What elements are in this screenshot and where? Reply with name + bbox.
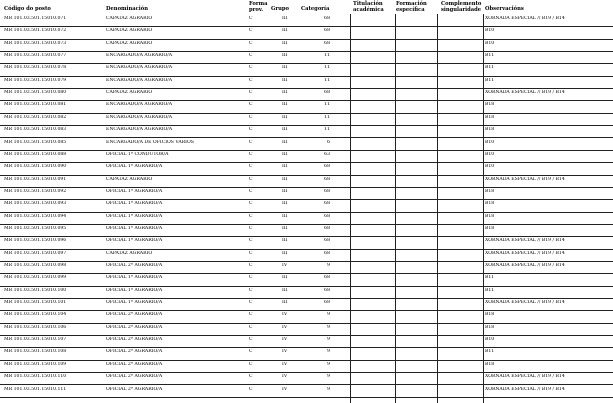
cell-grupo: III	[282, 275, 288, 281]
cell-categoria: 68	[324, 201, 330, 207]
table-row	[0, 162, 613, 175]
cell-observacions: XORNADA ESPECIAL // B19 / B14	[485, 386, 565, 392]
table-row	[0, 100, 613, 113]
cell-code: MR 101.03.501.15010.101	[4, 300, 67, 306]
cell-grupo: IV	[282, 361, 288, 367]
table-row	[0, 385, 613, 398]
cell-grupo: III	[282, 53, 288, 59]
cell-observacions: XORNADA ESPECIAL // B19 / B14	[485, 374, 565, 380]
cell-observacions: B18	[485, 114, 495, 120]
cell-forma: C	[249, 250, 253, 256]
cell-observacions: B10	[485, 337, 495, 343]
cell-forma: C	[249, 287, 253, 293]
cell-categoria: 63	[324, 151, 330, 157]
cell-categoria: 68	[324, 225, 330, 231]
header-titulacion-line1: Titulación	[353, 1, 383, 7]
cell-grupo: III	[282, 225, 288, 231]
cell-grupo: IV	[282, 349, 288, 355]
cell-code: MR 101.03.501.15010.110	[4, 374, 67, 380]
cell-grupo: III	[282, 164, 288, 170]
cell-denominacion: ENCARGADO/A DE OFICIOS VARIOS	[106, 139, 194, 145]
cell-denominacion: ENCARGADO/A AGRARIO/A	[106, 102, 173, 108]
cell-code: MR 101.03.501.15010.072	[4, 28, 67, 34]
cell-grupo: IV	[282, 263, 288, 268]
cell-denominacion: OFICIAL 1ª AGRARIO/A	[106, 225, 163, 231]
cell-denominacion: OFICIAL 2ª AGRARIO/A	[106, 263, 163, 268]
cell-grupo: III	[282, 287, 288, 293]
cell-forma: C	[249, 16, 253, 21]
cell-observacions: XORNADA ESPECIAL // B19 / B14	[485, 16, 565, 21]
cell-categoria: 68	[324, 90, 330, 96]
cell-forma: C	[249, 127, 253, 133]
cell-categoria: 11	[324, 114, 330, 120]
table-row	[0, 175, 613, 188]
cell-code: MR 101.03.501.15010.091	[4, 176, 67, 182]
cell-categoria: 9	[327, 337, 330, 343]
cell-forma: C	[249, 337, 253, 343]
table-row	[0, 51, 613, 64]
cell-grupo: IV	[282, 312, 288, 318]
header-complemento-line2: singularidade	[441, 7, 482, 13]
cell-denominacion: ENCARGADO/A AGRARIO/A	[106, 127, 173, 133]
cell-categoria: 68	[324, 250, 330, 256]
cell-grupo: III	[282, 250, 288, 256]
cell-observacions: XORNADA ESPECIAL // B19 / B14	[485, 90, 565, 96]
table-row	[0, 63, 613, 76]
table-row	[0, 150, 613, 163]
cell-grupo: IV	[282, 324, 288, 330]
cell-forma: C	[249, 213, 253, 219]
table-row	[0, 372, 613, 385]
cell-denominacion: OFICIAL 1ª AGRARIO/A	[106, 213, 163, 219]
cell-categoria: 9	[327, 312, 330, 318]
cell-denominacion: OFICIAL 2ª AGRARIO/A	[106, 312, 163, 318]
cell-grupo: III	[282, 176, 288, 182]
cell-observacions: B11	[485, 349, 495, 355]
cell-denominacion: OFICIAL 1ª AGRARIO/A	[106, 188, 163, 194]
cell-observacions: B10	[485, 28, 495, 34]
cell-grupo: III	[282, 90, 288, 96]
cell-denominacion: CAPATAZ AGRARIO	[106, 28, 153, 34]
cell-forma: C	[249, 114, 253, 120]
table-row	[0, 212, 613, 225]
cell-code: MR 101.03.501.15010.088	[4, 151, 67, 157]
table-row	[0, 310, 613, 323]
header-formacion-line1: Formación	[396, 1, 427, 7]
cell-code: MR 101.03.501.15010.097	[4, 250, 67, 256]
cell-observacions: B10	[485, 164, 495, 170]
cell-grupo: III	[282, 77, 288, 83]
cell-denominacion: CAPATAZ AGRARIO	[106, 16, 153, 21]
cell-categoria: 6	[327, 139, 330, 145]
cell-grupo: III	[282, 213, 288, 219]
cell-denominacion: ENCARGADO/A AGRARIO/A	[106, 53, 173, 59]
cell-observacions: XORNADA ESPECIAL // B19 / B14	[485, 263, 565, 268]
cell-grupo: IV	[282, 374, 288, 380]
cell-observacions: B18	[485, 201, 495, 207]
table-row	[0, 286, 613, 299]
cell-code: MR 101.03.501.15010.081	[4, 102, 67, 108]
cell-categoria: 11	[324, 53, 330, 59]
cell-observacions: B18	[485, 361, 495, 367]
cell-observacions: B10	[485, 151, 495, 157]
cell-categoria: 68	[324, 238, 330, 244]
cell-denominacion: ENCARGADO/A AGRARIO/A	[106, 114, 173, 120]
table-row	[0, 26, 613, 39]
cell-code: MR 101.03.501.15010.108	[4, 349, 67, 355]
cell-grupo: IV	[282, 386, 288, 392]
cell-observacions: B18	[485, 324, 495, 330]
table-row	[0, 261, 613, 274]
table-row	[0, 360, 613, 373]
cell-observacions: B18	[485, 225, 495, 231]
cell-grupo: III	[282, 201, 288, 207]
cell-categoria: 68	[324, 300, 330, 306]
cell-denominacion: OFICIAL 1ª AGRARIO/A	[106, 238, 163, 244]
cell-grupo: III	[282, 139, 288, 145]
cell-observacions: XORNADA ESPECIAL // B19 / B14	[485, 300, 565, 306]
cell-code: MR 101.03.501.15010.092	[4, 188, 67, 194]
cell-forma: C	[249, 361, 253, 367]
cell-denominacion: OFICIAL 2ª AGRARIO/A	[106, 337, 163, 343]
header-observacions: Observacións	[485, 6, 524, 12]
cell-observacions: B18	[485, 127, 495, 133]
cell-denominacion: OFICIAL 2ª AGRARIO/A	[106, 361, 163, 367]
cell-grupo: III	[282, 16, 288, 21]
cell-forma: C	[249, 90, 253, 96]
cell-code: MR 101.03.501.15010.083	[4, 127, 67, 133]
cell-forma: C	[249, 151, 253, 157]
cell-denominacion: OFICIAL 2ª AGRARIO/A	[106, 374, 163, 380]
cell-denominacion: OFICIAL 2ª AGRARIO/A	[106, 324, 163, 330]
cell-grupo: III	[282, 40, 288, 46]
cell-observacions: B10	[485, 139, 495, 145]
table-row	[0, 335, 613, 348]
cell-denominacion: CAPATAZ AGRARIO	[106, 90, 153, 96]
cell-code: MR 101.03.501.15010.094	[4, 213, 67, 219]
header-titulacion-line2: académica	[353, 7, 384, 13]
cell-code: MR 101.03.501.15010.082	[4, 114, 67, 120]
cell-categoria: 9	[327, 374, 330, 380]
cell-code: MR 101.03.501.15010.104	[4, 312, 67, 318]
cell-observacions: XORNADA ESPECIAL // B19 / B14	[485, 238, 565, 244]
cell-denominacion: OFICIAL 1ª AGRARIO/A	[106, 164, 163, 170]
cell-forma: C	[249, 374, 253, 380]
table-row	[0, 125, 613, 138]
cell-categoria: 9	[327, 386, 330, 392]
table-row	[0, 76, 613, 89]
cell-denominacion: CAPATAZ AGRARIO	[106, 250, 153, 256]
cell-forma: C	[249, 312, 253, 318]
header-complemento-line1: Complemento	[441, 1, 482, 7]
cell-denominacion: OFICIAL 1ª AGRARIO/A	[106, 300, 163, 306]
header-denominacion: Denominación	[106, 6, 148, 12]
cell-categoria: 68	[324, 176, 330, 182]
header-grupo: Grupo	[271, 6, 290, 12]
cell-forma: C	[249, 201, 253, 207]
cell-categoria: 68	[324, 164, 330, 170]
cell-forma: C	[249, 28, 253, 34]
table-row	[0, 249, 613, 262]
table-row	[0, 14, 613, 27]
cell-grupo: III	[282, 300, 288, 306]
cell-denominacion: CAPATAZ AGRARIO	[106, 40, 153, 46]
cell-observacions: B18	[485, 312, 495, 318]
cell-code: MR 101.03.501.15010.100	[4, 287, 67, 293]
cell-code: MR 101.03.501.15010.073	[4, 40, 67, 46]
table-row	[0, 39, 613, 52]
header-codigo: Código do posto	[4, 6, 51, 12]
cell-forma: C	[249, 238, 253, 244]
cell-grupo: IV	[282, 337, 288, 343]
cell-forma: C	[249, 65, 253, 71]
cell-categoria: 9	[327, 349, 330, 355]
table-row	[0, 224, 613, 237]
cell-observacions: XORNADA ESPECIAL // B19 / B14	[485, 250, 565, 256]
cell-denominacion: OFICIAL 2ª AGRARIO/A	[106, 386, 163, 392]
table-row	[0, 323, 613, 336]
table-row	[0, 199, 613, 212]
cell-forma: C	[249, 188, 253, 194]
cell-forma: C	[249, 300, 253, 306]
cell-observacions: B11	[485, 287, 495, 293]
cell-code: MR 101.03.501.15010.077	[4, 53, 67, 59]
table-row	[0, 138, 613, 151]
cell-categoria: 68	[324, 40, 330, 46]
table-row	[0, 113, 613, 126]
cell-forma: C	[249, 77, 253, 83]
header-categoria: Categoría	[301, 6, 330, 12]
cell-code: MR 101.03.501.15010.078	[4, 65, 67, 71]
cell-forma: C	[249, 139, 253, 145]
cell-forma: C	[249, 225, 253, 231]
cell-forma: C	[249, 40, 253, 46]
cell-code: MR 101.03.501.15010.085	[4, 139, 67, 145]
cell-denominacion: OFICIAL 1ª CONDUTOR/A	[106, 151, 169, 157]
cell-grupo: III	[282, 114, 288, 120]
table-row	[0, 187, 613, 200]
cell-code: MR 101.03.501.15010.096	[4, 238, 67, 244]
cell-denominacion: OFICIAL 2ª AGRARIO/A	[106, 349, 163, 355]
cell-code: MR 101.03.501.15010.095	[4, 225, 67, 231]
cell-categoria: 68	[324, 287, 330, 293]
cell-categoria: 11	[324, 65, 330, 71]
cell-denominacion: OFICIAL 1ª AGRARIO/A	[106, 201, 163, 207]
header-forma-line1: Forma	[249, 1, 268, 7]
cell-code: MR 101.03.501.15010.071	[4, 16, 67, 21]
cell-forma: C	[249, 263, 253, 268]
cell-code: MR 101.03.501.15010.111	[4, 386, 67, 392]
cell-observacions: XORNADA ESPECIAL // B19 / B14	[485, 176, 565, 182]
cell-code: MR 101.03.501.15010.099	[4, 275, 67, 281]
header-formacion-line2: específica	[396, 7, 425, 13]
cell-grupo: III	[282, 127, 288, 133]
cell-grupo: III	[282, 28, 288, 34]
table-row	[0, 347, 613, 360]
table-row	[0, 236, 613, 249]
cell-categoria: 11	[324, 77, 330, 83]
cell-grupo: III	[282, 102, 288, 108]
cell-observacions: B18	[485, 188, 495, 194]
cell-code: MR 101.03.501.15010.090	[4, 164, 67, 170]
cell-observacions: B10	[485, 40, 495, 46]
cell-code: MR 101.03.501.15010.079	[4, 77, 67, 83]
header-forma-line2: prov.	[249, 7, 264, 13]
cell-code: MR 101.03.501.15010.098	[4, 263, 67, 268]
cell-observacions: B11	[485, 65, 495, 71]
cell-forma: C	[249, 349, 253, 355]
cell-forma: C	[249, 275, 253, 281]
cell-categoria: 9	[327, 324, 330, 330]
cell-forma: C	[249, 386, 253, 392]
cell-denominacion: OFICIAL 1ª AGRARIO/A	[106, 287, 163, 293]
cell-code: MR 101.03.501.15010.106	[4, 324, 67, 330]
cell-categoria: 68	[324, 275, 330, 281]
cell-observacions: B11	[485, 275, 495, 281]
cell-forma: C	[249, 176, 253, 182]
cell-categoria: 68	[324, 28, 330, 34]
cell-categoria: 9	[327, 263, 330, 268]
cell-observacions: B18	[485, 213, 495, 219]
cell-code: MR 101.03.501.15010.107	[4, 337, 67, 343]
cell-categoria: 68	[324, 188, 330, 194]
cell-code: MR 101.03.501.15010.109	[4, 361, 67, 367]
cell-denominacion: ENCARGADO/A AGRARIO/A	[106, 65, 173, 71]
cell-categoria: 11	[324, 102, 330, 108]
table-row	[0, 273, 613, 286]
cell-denominacion: OFICIAL 1ª AGRARIO/A	[106, 275, 163, 281]
cell-forma: C	[249, 164, 253, 170]
cell-grupo: III	[282, 151, 288, 157]
table-row	[0, 298, 613, 311]
cell-grupo: III	[282, 188, 288, 194]
cell-observacions: B11	[485, 77, 495, 83]
cell-denominacion: CAPATAZ AGRARIO	[106, 176, 153, 182]
cell-forma: C	[249, 53, 253, 59]
cell-categoria: 9	[327, 361, 330, 367]
cell-observacions: B11	[485, 53, 495, 59]
cell-denominacion: ENCARGADO/A AGRARIO/A	[106, 77, 173, 83]
cell-categoria: 68	[324, 213, 330, 219]
cell-code: MR 101.03.501.15010.093	[4, 201, 67, 207]
cell-grupo: III	[282, 238, 288, 244]
cell-categoria: 11	[324, 127, 330, 133]
cell-forma: C	[249, 102, 253, 108]
cell-code: MR 101.03.501.15010.080	[4, 90, 67, 96]
cell-categoria: 68	[324, 16, 330, 21]
table-row	[0, 88, 613, 101]
cell-observacions: B18	[485, 102, 495, 108]
cell-grupo: III	[282, 65, 288, 71]
cell-forma: C	[249, 324, 253, 330]
